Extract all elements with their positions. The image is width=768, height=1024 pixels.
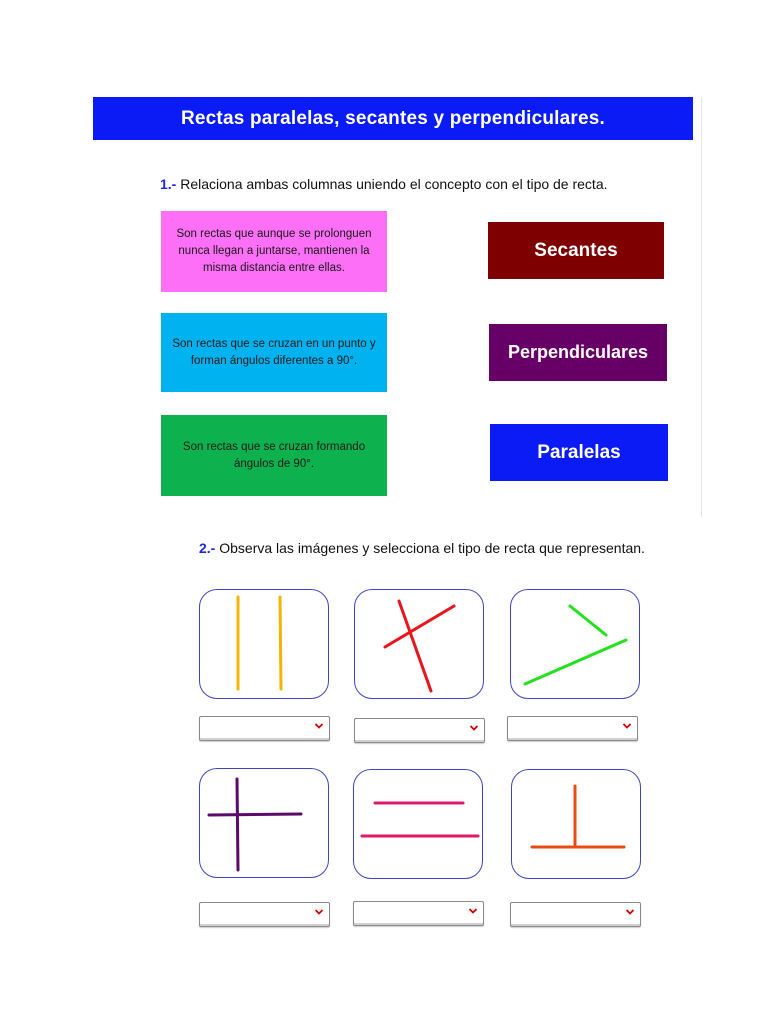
- exercise-1-text: Relaciona ambas columnas uniendo el concepto con el tipo de recta.: [176, 176, 608, 192]
- perpendicular-cross-drawing: [200, 769, 327, 876]
- line-picture-3: [510, 589, 640, 699]
- line-picture-5: [353, 769, 483, 879]
- exercise-2-instruction: [199, 540, 645, 556]
- line-type-select-3[interactable]: [507, 716, 638, 741]
- secant-lines-drawing: [355, 590, 482, 697]
- parallel-horizontal-lines-drawing: [354, 770, 481, 877]
- concept-card-perpendiculares-definition[interactable]: [161, 415, 387, 496]
- page-edge-divider: [701, 97, 702, 517]
- line-picture-6: [511, 769, 641, 879]
- chevron-down-icon: [622, 722, 632, 730]
- concept-text: Son rectas que se cruzan formando ángulos de 90°.: [182, 440, 366, 470]
- term-label: Secantes: [534, 239, 618, 261]
- page-title-text: Rectas paralelas, secantes y perpendiculares.: [180, 107, 606, 129]
- chevron-down-icon: [469, 724, 479, 732]
- line-type-select-5[interactable]: [353, 901, 484, 926]
- term-card-secantes[interactable]: [488, 222, 664, 279]
- term-card-perpendiculares[interactable]: [489, 324, 667, 381]
- line-type-select-1[interactable]: [199, 716, 330, 741]
- chevron-down-icon: [625, 908, 635, 916]
- concept-card-secantes-definition[interactable]: [161, 313, 387, 392]
- exercise-1-number: 1.-: [160, 176, 177, 192]
- chevron-down-icon: [314, 908, 324, 916]
- concept-text: Son rectas que se cruzan en un punto y forman ángulos diferentes a 90°.: [172, 337, 376, 367]
- term-label: Paralelas: [537, 441, 621, 463]
- page-title: [93, 97, 693, 140]
- chevron-down-icon: [468, 907, 478, 915]
- line-type-select-6[interactable]: [510, 902, 641, 927]
- non-touching-lines-drawing: [511, 590, 638, 697]
- line-picture-2: [354, 589, 484, 699]
- perpendicular-t-drawing: [512, 770, 639, 877]
- line-picture-4: [199, 768, 329, 878]
- concept-text: Son rectas que aunque se prolonguen nunca llegan a juntarse, mantienen la misma distancia entre ellas.: [176, 228, 372, 274]
- exercise-2-text: Observa las imágenes y selecciona el tipo de recta que representan.: [215, 540, 645, 556]
- term-label: Perpendiculares: [507, 342, 649, 362]
- line-picture-1: [199, 589, 329, 699]
- chevron-down-icon: [314, 722, 324, 730]
- concept-card-paralelas-definition[interactable]: [161, 211, 387, 292]
- exercise-2-number: 2.-: [199, 540, 216, 556]
- parallel-vertical-lines-drawing: [200, 590, 327, 697]
- line-type-select-4[interactable]: [199, 902, 330, 927]
- line-type-select-2[interactable]: [354, 718, 485, 743]
- exercise-1-instruction: [160, 176, 608, 192]
- term-card-paralelas[interactable]: [490, 424, 668, 481]
